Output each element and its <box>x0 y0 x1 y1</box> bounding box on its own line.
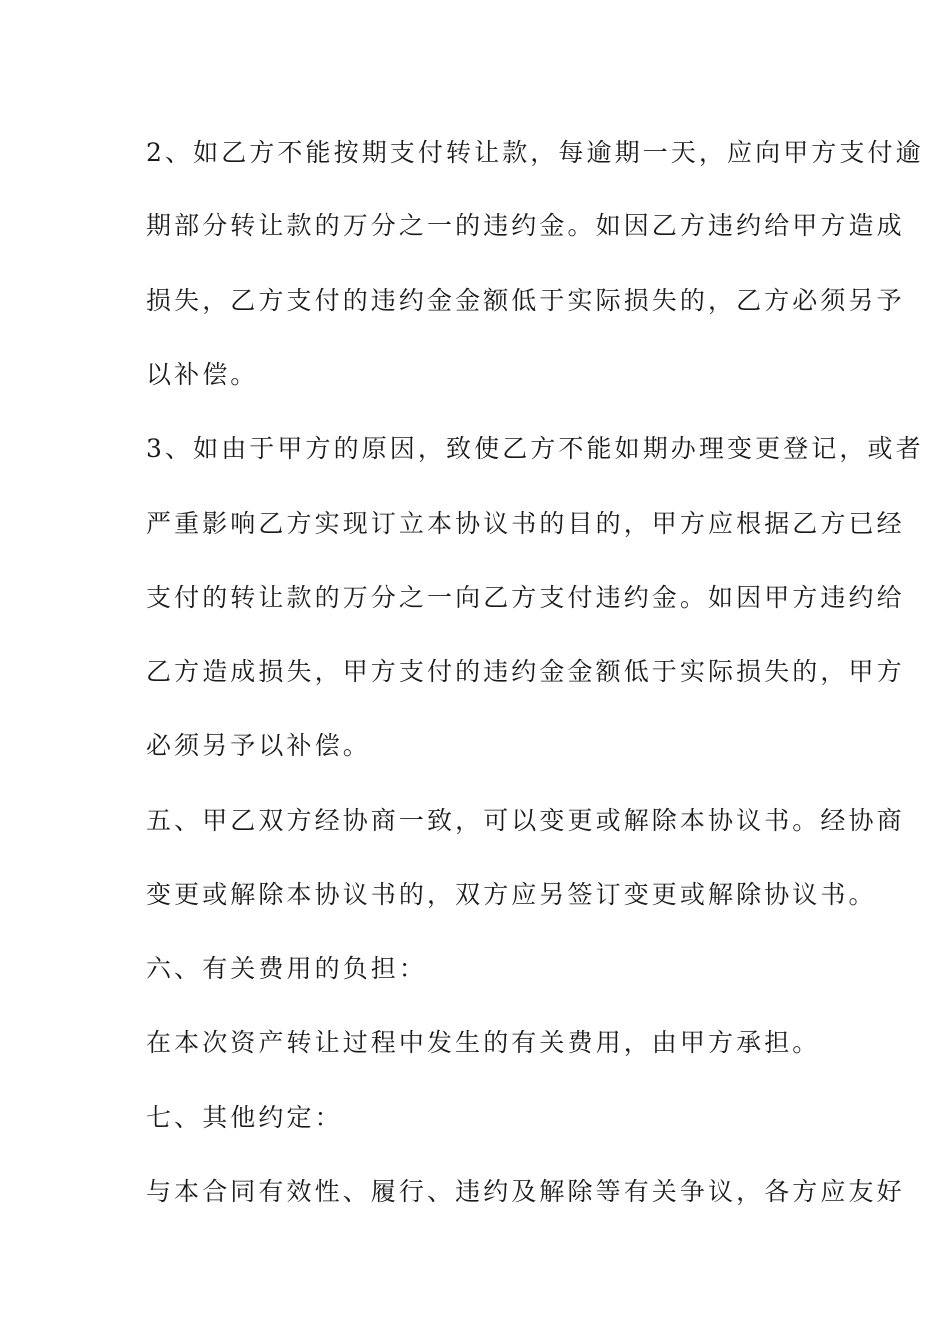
text-line: 严重影响乙方实现订立本协议书的目的，甲方应根据乙方已经 <box>146 509 905 538</box>
text-line: 乙方造成损失，甲方支付的违约金金额低于实际损失的，甲方 <box>146 657 905 686</box>
text-line: 六、有关费用的负担： <box>146 954 428 983</box>
text-line: 在本次资产转让过程中发生的有关费用，由甲方承担。 <box>146 1028 821 1057</box>
text-line: 期部分转让款的万分之一的违约金。如因乙方违约给甲方造成 <box>146 211 905 240</box>
text-line: 必须另予以补偿。 <box>146 731 371 760</box>
text-line: 七、其他约定： <box>146 1103 343 1132</box>
text-line: 支付的转让款的万分之一向乙方支付违约金。如因甲方违约给 <box>146 583 905 612</box>
text-line: 以补偿。 <box>146 360 259 389</box>
text-line: 2、如乙方不能按期支付转让款，每逾期一天，应向甲方支付逾 <box>146 138 924 167</box>
text-line: 变更或解除本协议书的，双方应另签订变更或解除协议书。 <box>146 880 877 909</box>
text-line: 3、如由于甲方的原因，致使乙方不能如期办理变更登记，或者 <box>146 434 924 463</box>
text-line: 五、甲乙双方经协商一致，可以变更或解除本协议书。经协商 <box>146 806 905 835</box>
text-line: 与本合同有效性、履行、违约及解除等有关争议，各方应友好 <box>146 1177 905 1206</box>
text-line: 损失，乙方支付的违约金金额低于实际损失的，乙方必须另予 <box>146 286 905 315</box>
